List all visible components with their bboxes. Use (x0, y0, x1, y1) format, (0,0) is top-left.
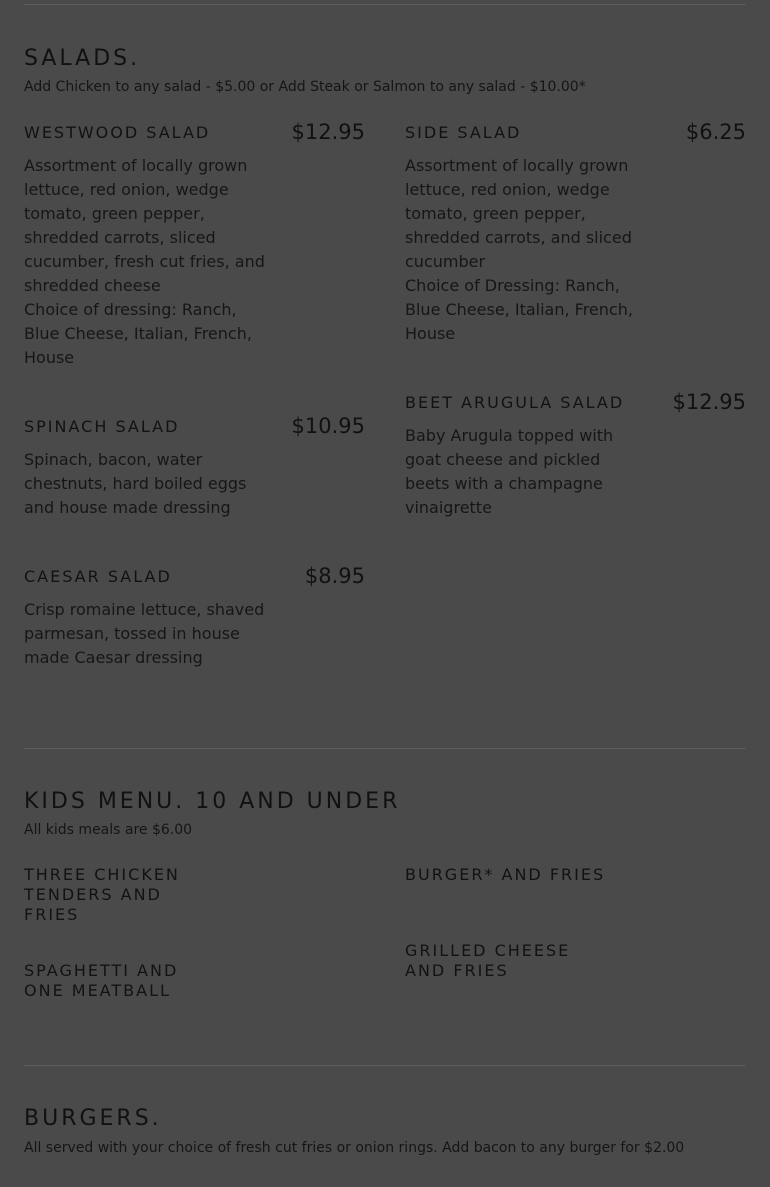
item-description (405, 424, 648, 520)
item-name: WESTWOOD SALAD (24, 123, 211, 142)
section-divider (24, 748, 746, 749)
item-description-text: Assortment of locally grown lettuce, red onion, wedge tomato, green pepper, shredded carrots, sliced cucumber, fresh cut fries, and shredded cheese (24, 156, 265, 295)
item-name: CAESAR SALAD (24, 567, 172, 586)
section-title-kids-menu: KIDS MENU. 10 AND UNDER (24, 789, 401, 814)
item-name: GRILLED CHEESE AND FRIES (405, 941, 571, 980)
item-description (24, 154, 267, 370)
item-description-text: Crisp romaine lettuce, shaved parmesan, tossed in house made Caesar dressing (24, 600, 265, 667)
item-name: SPINACH SALAD (24, 417, 180, 436)
item-description (405, 154, 648, 346)
item-name: SIDE SALAD (405, 123, 522, 142)
item-name: THREE CHICKEN TENDERS AND FRIES (24, 865, 180, 924)
item-description (24, 598, 267, 670)
section-note-salads: Add Chicken to any salad - $5.00 or Add Steak or Salmon to any salad - $10.00* (24, 79, 586, 95)
section-divider (24, 4, 746, 5)
item-dressing-choice: Choice of dressing: Ranch, Blue Cheese, Italian, French, House (24, 300, 252, 367)
item-description-text: Spinach, bacon, water chestnuts, hard boiled eggs and house made dressing (24, 450, 247, 517)
item-price: $12.95 (672, 390, 746, 414)
item-description-text: Baby Arugula topped with goat cheese and pickled beets with a champagne vinaigrette (405, 426, 614, 517)
item-name: BURGER* AND FRIES (405, 865, 606, 884)
section-note-kids-menu: All kids meals are $6.00 (24, 822, 193, 838)
section-title-burgers: BURGERS. (24, 1106, 162, 1131)
item-price: $12.95 (291, 120, 365, 144)
item-description (24, 448, 267, 520)
item-description-text: Assortment of locally grown lettuce, red onion, wedge tomato, green pepper, shredded carrots, and sliced cucumber (405, 156, 632, 271)
section-note-burgers: All served with your choice of fresh cut fries or onion rings. Add bacon to any burger for $2.00 (24, 1140, 685, 1156)
item-price: $8.95 (304, 564, 365, 588)
item-name: SPAGHETTI AND ONE MEATBALL (24, 961, 179, 1000)
section-title-salads: SALADS. (24, 46, 141, 71)
section-divider (24, 1065, 746, 1066)
item-dressing-choice: Choice of Dressing: Ranch, Blue Cheese, Italian, French, House (405, 276, 633, 343)
item-price: $6.25 (685, 120, 746, 144)
item-name: BEET ARUGULA SALAD (405, 393, 625, 412)
item-price: $10.95 (291, 414, 365, 438)
